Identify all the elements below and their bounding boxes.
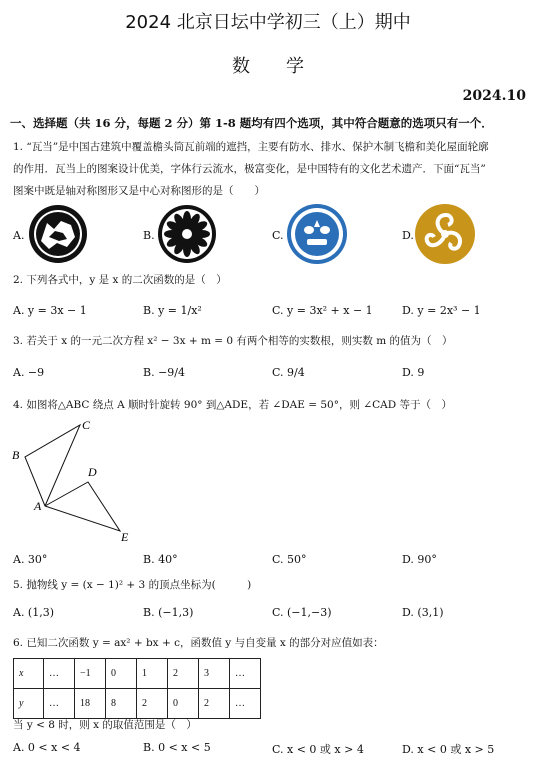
q6-option-a[interactable]: A. 0 < x < 4 [13, 741, 81, 754]
q1-option-b[interactable]: B. [143, 229, 155, 242]
table-cell: 2 [137, 689, 168, 719]
table-cell: 1 [137, 659, 168, 689]
wadang-b-image [156, 203, 218, 265]
q2-stem: 2. 下列各式中，y 是 x 的二次函数的是（ ） [13, 274, 227, 286]
q5-option-b[interactable]: B. (−1,3) [143, 606, 194, 619]
subject-title: 数学 [232, 56, 340, 77]
table-cell: x [14, 659, 44, 689]
q6-option-b[interactable]: B. 0 < x < 5 [143, 741, 211, 754]
q4-option-c[interactable]: C. 50° [272, 553, 307, 566]
q4-option-d[interactable]: D. 90° [402, 553, 437, 566]
table-cell: 0 [168, 689, 199, 719]
q6-option-d[interactable]: D. x < 0 或 x > 5 [402, 743, 495, 756]
label-c: C [82, 418, 91, 432]
q6-stem: 6. 已知二次函数 y = ax² + bx + c，函数值 y 与自变量 x 的部分对应值如表： [13, 637, 384, 649]
q1-line3: 图案中既是轴对称图形又是中心对称图形的是（ ） [13, 185, 265, 197]
q5-stem: 5. 抛物线 y = (x − 1)² + 3 的顶点坐标为( ) [13, 579, 252, 591]
exam-title: 2024 北京日坛中学初三（上）期中 [125, 12, 411, 33]
q5-option-d[interactable]: D. (3,1) [402, 606, 444, 619]
q2-option-b[interactable]: B. y = 1/x² [143, 304, 202, 317]
q6-condition: 当 y < 8 时，则 x 的取值范围是（ ） [13, 719, 197, 731]
table-cell: 2 [168, 659, 199, 689]
table-row [14, 659, 261, 689]
table-cell: … [44, 659, 75, 689]
table-cell: 3 [199, 659, 230, 689]
q2-option-c[interactable]: C. y = 3x² + x − 1 [272, 304, 373, 317]
q5-option-a[interactable]: A. (1,3) [13, 606, 55, 619]
table-cell: y [14, 689, 44, 719]
q3-option-d[interactable]: D. 9 [402, 366, 425, 379]
q2-option-d[interactable]: D. y = 2x³ − 1 [402, 304, 481, 317]
label-e: E [121, 530, 129, 544]
q1-line2: 的作用．瓦当上的图案设计优美，字体行云流水，极富变化，是中国特有的文化艺术遗产．下面“瓦当” [13, 163, 486, 175]
triangle-ade [45, 482, 120, 531]
wadang-c-image [285, 203, 349, 265]
table-cell: … [230, 659, 261, 689]
table-cell: … [44, 689, 75, 719]
q4-option-a[interactable]: A. 30° [13, 553, 48, 566]
exam-date: 2024.10 [462, 88, 526, 104]
q5-option-c[interactable]: C. (−1,−3) [272, 606, 332, 619]
q3-stem: 3. 若关于 x 的一元二次方程 x² − 3x + m = 0 有两个相等的实数根，则实数 m 的值为（ ） [13, 335, 453, 347]
q4-stem: 4. 如图将△ABC 绕点 A 顺时针旋转 90° 到△ADE，若 ∠DAE = 50°，则 ∠CAD 等于（ ） [13, 399, 452, 411]
table-cell: −1 [75, 659, 106, 689]
wadang-d-image [414, 203, 476, 265]
table-row [14, 689, 261, 719]
q6-option-c[interactable]: C. x < 0 或 x > 4 [272, 743, 364, 756]
q3-option-b[interactable]: B. −9/4 [143, 366, 185, 379]
triangle-abc [25, 425, 80, 506]
label-d: D [88, 465, 97, 479]
section-heading: 一、选择题（共 16 分，每题 2 分）第 1-8 题均有四个选项，其中符合题意的选项只有一个． [10, 116, 493, 130]
q6-value-table [13, 658, 261, 719]
q1-option-c[interactable]: C. [272, 229, 284, 242]
rotation-figure [8, 418, 138, 546]
table-cell: 0 [106, 659, 137, 689]
label-b: B [12, 448, 20, 462]
q3-option-a[interactable]: A. −9 [13, 366, 45, 379]
q1-option-a[interactable]: A. [13, 229, 25, 242]
q2-option-a[interactable]: A. y = 3x − 1 [13, 304, 87, 317]
table-cell: 8 [106, 689, 137, 719]
q4-option-b[interactable]: B. 40° [143, 553, 178, 566]
table-cell: … [230, 689, 261, 719]
table-cell: 2 [199, 689, 230, 719]
wadang-a-image [27, 203, 89, 265]
table-cell: 18 [75, 689, 106, 719]
q3-option-c[interactable]: C. 9/4 [272, 366, 305, 379]
q1-line1: 1. “瓦当”是中国古建筑中覆盖檐头筒瓦前端的遮挡，主要有防水、排水、保护木制飞檐和美化屋面轮廓 [13, 141, 489, 153]
q1-option-d[interactable]: D. [402, 229, 414, 242]
label-a: A [34, 499, 42, 513]
